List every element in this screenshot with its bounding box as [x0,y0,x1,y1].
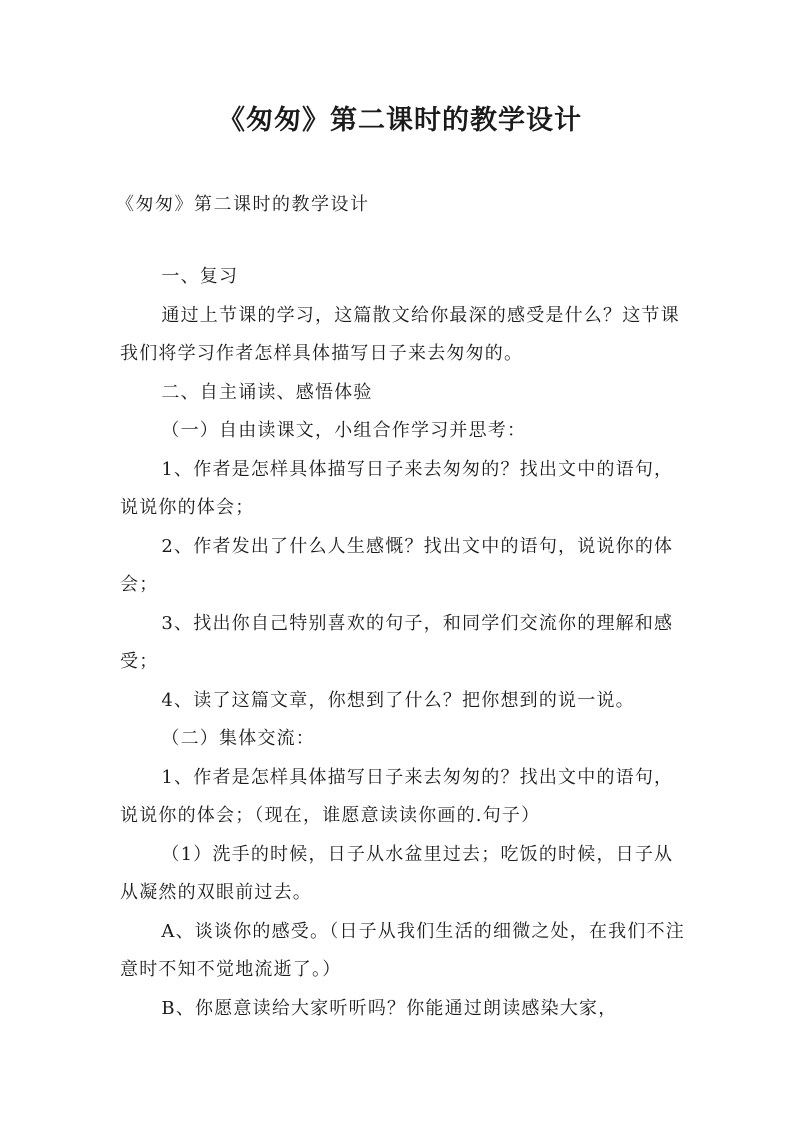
paragraph-point-b: B、你愿意读给大家听听吗？你能通过朗读感染大家， [161,997,618,1019]
subsection-free-reading: （一）自由读课文，小组合作学习并思考： [161,420,527,441]
paragraph-review-question: 通过上节课的学习，这篇散文给你最深的感受是什么？这节课我们将学习作者怎样具体描写日子来去匆匆的。 [120,304,680,364]
paragraph-point-a: A、谈谈你的感受。（日子从我们生活的细微之处，在我们不注意时不知不觉地流逝了。） [120,920,685,980]
list-item-question-4: 4、读了这篇文章，你想到了什么？把你想到的说一说。 [161,689,635,711]
document-title: 《匆匆》第二课时的教学设计 [218,105,582,136]
subsection-group-discussion: （二）集体交流： [161,728,315,749]
list-item-discussion-1: 1、作者是怎样具体描写日子来去匆匆的？找出文中的语句，说说你的体会；（现在，谁愿意读读你画的.句子） [120,766,674,826]
list-item-question-3: 3、找出你自己特别喜欢的句子，和同学们交流你的理解和感受； [120,612,674,672]
section-heading-review: 一、复习 [161,266,239,287]
list-item-question-2: 2、作者发出了什么人生感慨？找出文中的语句，说说你的体会； [120,535,674,595]
document-body [120,258,692,1028]
list-item-question-1: 1、作者是怎样具体描写日子来去匆匆的？找出文中的语句，说说你的体会； [120,458,674,518]
paragraph-example-1: （1）洗手的时候，日子从水盆里过去；吃饭的时候，日子从从凝然的双眼前过去。 [120,843,674,903]
section-heading-self-reading: 二、自主诵读、感悟体验 [161,381,373,403]
document-subtitle: 《匆匆》第二课时的教学设计 [116,194,370,215]
